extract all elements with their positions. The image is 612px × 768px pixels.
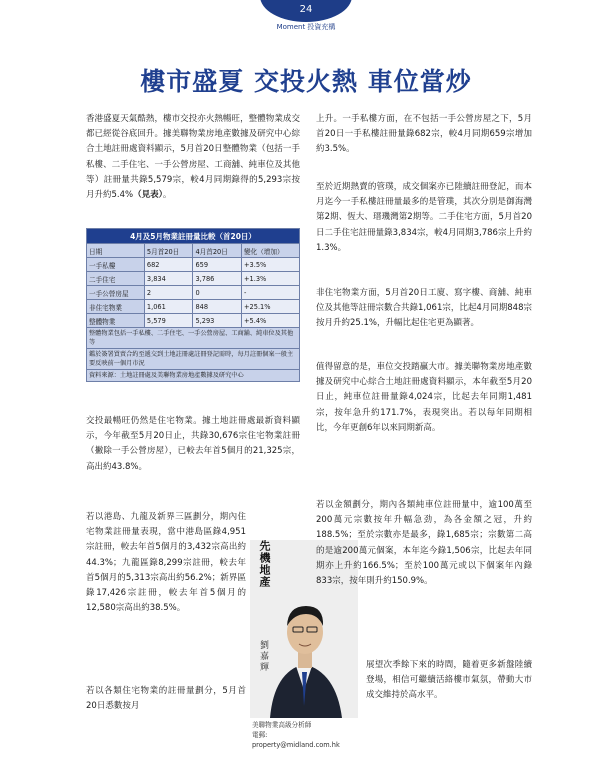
- table-cell: 一手私樓: [87, 258, 145, 272]
- article-headline: 樓市盛夏 交投火熱 車位當炒: [140, 67, 472, 96]
- see-table-note: （見表）: [133, 190, 163, 201]
- table-cell: 3,834: [144, 272, 193, 286]
- page-number: 24: [299, 4, 313, 15]
- table-row: [87, 286, 300, 300]
- table-header: 日期: [87, 244, 145, 258]
- author-bio: [252, 720, 372, 750]
- author-title: 美聯物業高級分析師: [252, 721, 312, 729]
- left-paragraph-3: 若以港島、九龍及新界三區劃分，期內住宅物業註冊量表現，當中港島區錄4,951宗註冊，較去年首5個月的3,432宗高出約44.3%；九龍區錄8,299宗註冊，較去年首5個月的5,313宗高出約56.2%；新界區錄17,426宗註冊，較去年首5個月的12,580宗高出約38.5%。: [86, 512, 246, 614]
- author-name-vertical: 劉嘉輝: [258, 640, 268, 673]
- table-cell: 2: [144, 286, 193, 300]
- table-source: 資料來源：土地註冊處及美聯物業房地產數據及研究中心: [87, 370, 300, 382]
- table-row: [87, 314, 300, 328]
- table-row: [87, 300, 300, 314]
- left-paragraph-1-text: 香港盛夏天氣酷熱，樓市交投亦火熱暢旺，整體物業成交都已經從谷底回升。據美聯物業房地產數據及研究中心綜合土地註冊處資料顯示，5月首20日整體物業（包括一手私樓、二手住宅、一手公營房屋、工商舖、純車位及其他等）註冊量共錄5,579宗，較4月同期錄得的5,293宗按月升約5.4%: [86, 114, 300, 201]
- table-note: 整體物業包括一手私樓、二手住宅、一手公營房屋、工商舖、純車位及其他等: [87, 328, 300, 349]
- right-paragraph-2: 至於近期熱賣的管璞，成交個案亦已陸續註冊登記，而本月迄今一手私樓註冊量最多的是管璞，其次分別是御海灣第2期、恆大、瑨璣灣第2期等。二手住宅方面，5月首20日二手住宅註冊量錄3,834宗，較4月同期3,786宗上升約1.3%。: [316, 182, 532, 253]
- table-note: 鑑於簽署買賣合約至遞交到土地註冊處註冊登記需時，每月註冊個案一般主要反映前一個月市況: [87, 349, 300, 370]
- author-email-label: 電郵:: [252, 731, 268, 739]
- column-name-vertical: 先機地產: [258, 540, 271, 588]
- table-cell: 3,786: [193, 272, 242, 286]
- table-cell: 682: [144, 258, 193, 272]
- left-paragraph-4: 若以各類住宅物業的註冊量劃分，5月首20日悉數按月: [86, 686, 246, 712]
- table-title: 4月及5月物業註冊量比較（首20日）: [87, 229, 300, 244]
- registration-table: [86, 228, 300, 382]
- left-paragraph-1-end: 。: [162, 190, 172, 201]
- table-cell: 一手公營房屋: [87, 286, 145, 300]
- table-cell: -: [242, 286, 300, 300]
- table-cell: 0: [193, 286, 242, 300]
- table-cell: 659: [193, 258, 242, 272]
- table-cell: +25.1%: [242, 300, 300, 314]
- table-cell: 848: [193, 300, 242, 314]
- table-row: [87, 258, 300, 272]
- right-paragraph-6: 展望次季餘下來的時間，隨着更多新盤陸續登場，相信可繼續活絡樓市氣氛，帶動大市成交維持於高水平。: [366, 660, 532, 701]
- right-paragraph-4: 值得留意的是，車位交投踏贏大市。據美聯物業房地產數據及研究中心綜合土地註冊處資料顯示，本年截至5月20日止，純車位註冊量錄4,024宗，比起去年同期1,481宗，按年急升約171.7%，表現突出。若以每年同期相比，今年更創6年以來同期新高。: [316, 362, 532, 433]
- table-cell: +5.4%: [242, 314, 300, 328]
- left-paragraph-2: 交投最暢旺仍然是住宅物業。據土地註冊處最新資料顯示，今年截至5月20日止，共錄30,676宗住宅物業註冊（撇除一手公營房屋），已較去年首5個月的21,325宗，高出約43.8%。: [86, 416, 300, 472]
- table-cell: +1.3%: [242, 272, 300, 286]
- table-cell: 非住宅物業: [87, 300, 145, 314]
- table-cell: 5,579: [144, 314, 193, 328]
- right-paragraph-1: 上升。一手私樓方面，在不包括一手公營房屋之下，5月首20日一手私樓註冊量錄682宗，較4月同期659宗增加約3.5%。: [316, 114, 532, 155]
- table-cell: 二手住宅: [87, 272, 145, 286]
- table-cell: 整體物業: [87, 314, 145, 328]
- left-paragraph-1: [86, 112, 300, 203]
- table-header: 變化（增加）: [242, 244, 300, 258]
- magazine-name: Moment 投資充構: [276, 23, 336, 31]
- table-row: [87, 272, 300, 286]
- table-header: 5月首20日: [144, 244, 193, 258]
- table-cell: +3.5%: [242, 258, 300, 272]
- table-cell: 5,293: [193, 314, 242, 328]
- right-paragraph-3: 非住宅物業方面，5月首20日工廈、寫字樓、商舖、純車位及其他等註冊宗數合共錄1,061宗，比起4月同期848宗按月升約25.1%，升幅比起住宅更為顯著。: [316, 288, 532, 329]
- table-header: 4月首20日: [193, 244, 242, 258]
- table-cell: 1,061: [144, 300, 193, 314]
- author-email: property@midland.com.hk: [252, 741, 340, 749]
- right-paragraph-5: 若以金額劃分，期內各類純車位註冊量中，逾100萬至200萬元宗數按年升幅急劲，為各金額之冠，升約188.5%；至於宗數亦是最多，錄1,685宗；宗數第二高的是逾200萬元個案，本年迄今錄1,506宗，比起去年同期亦上升約166.5%；至於100萬元或以下個案年內錄833宗，按年則升約150.9%。: [316, 500, 532, 587]
